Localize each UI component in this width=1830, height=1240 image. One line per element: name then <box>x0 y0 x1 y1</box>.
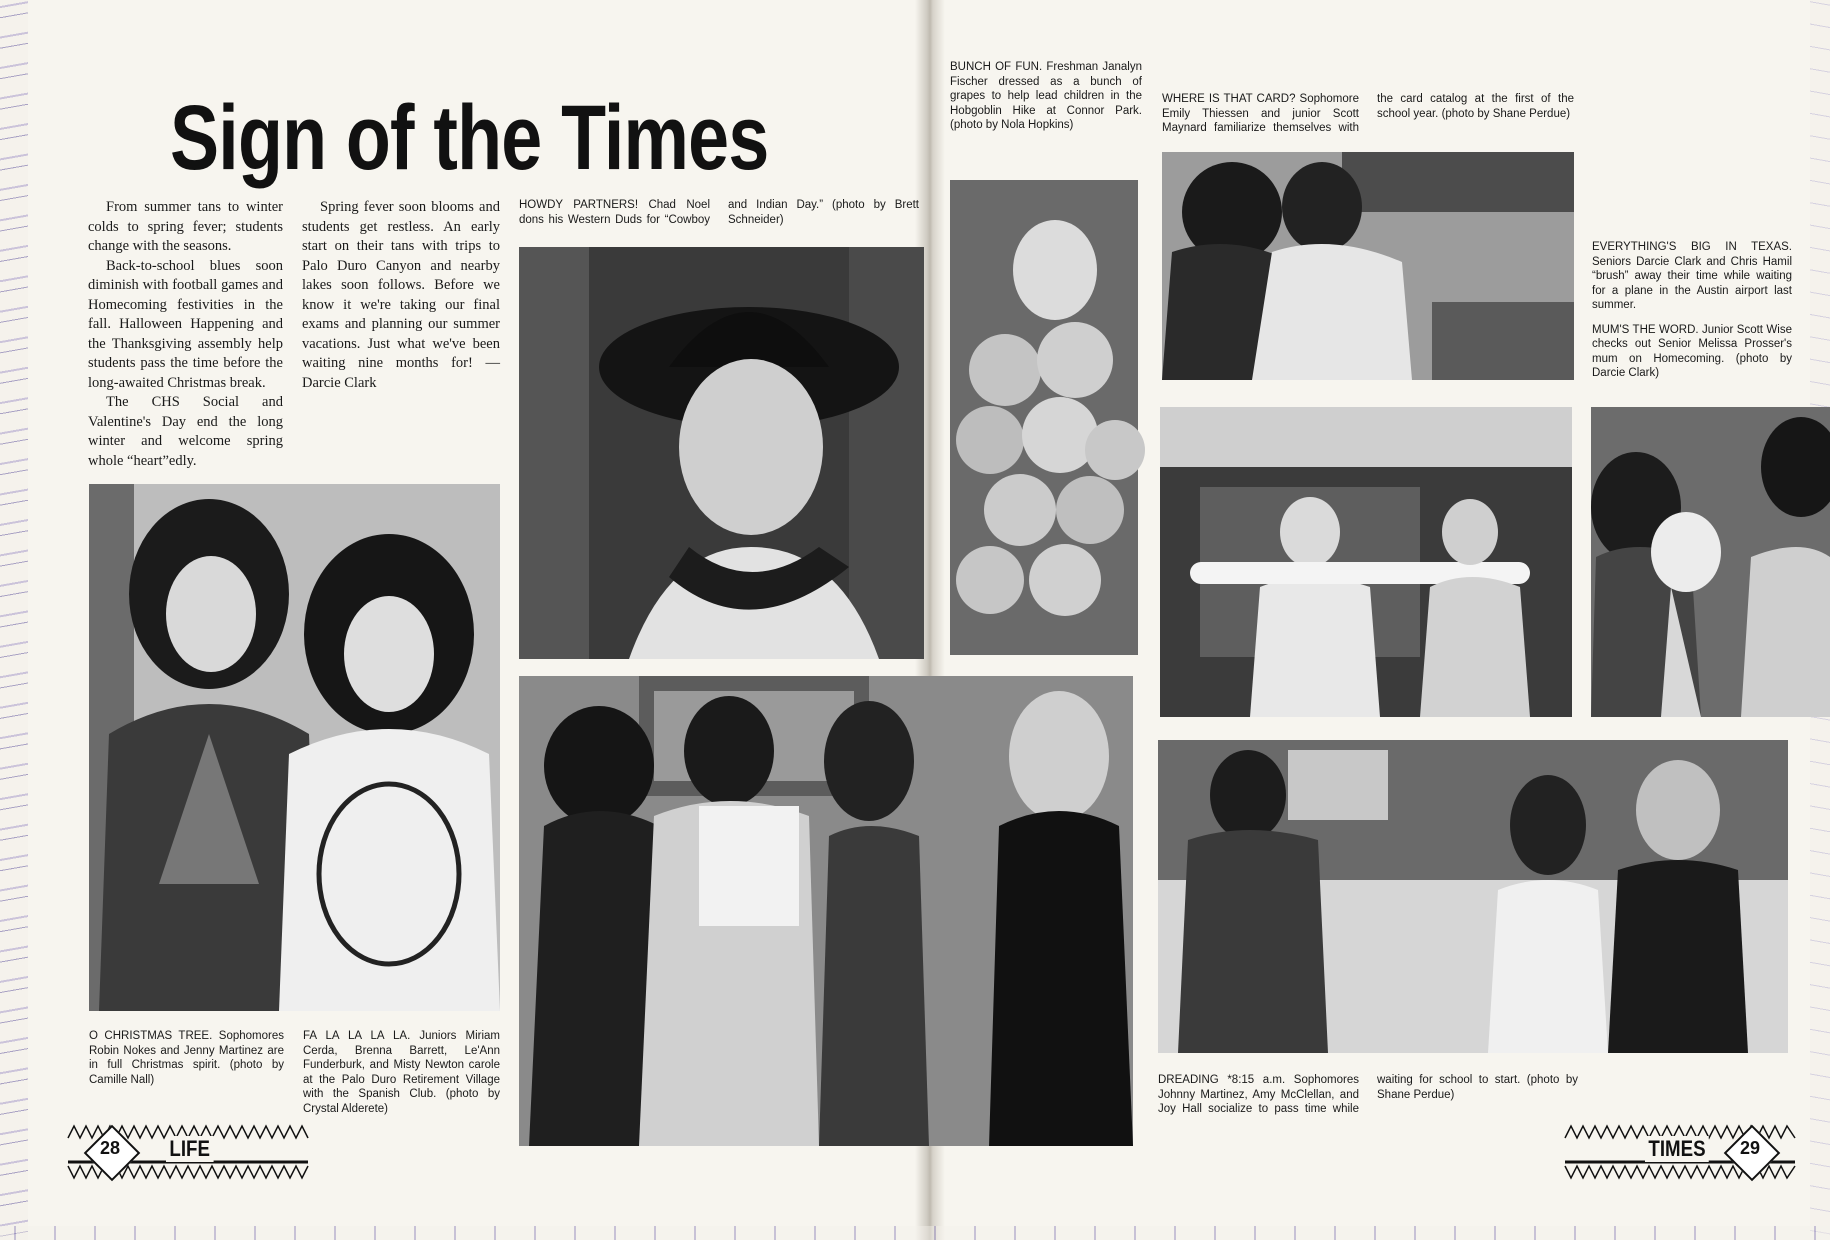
page-number-right: 29 <box>1739 1138 1761 1158</box>
story-paragraph-2: Back-to-school blues soon diminish with football games and Homecoming festivities in the fall. Halloween Happening and the Thanksgiving assembly help students pass the time before the long-awaited Christmas break. <box>88 257 283 391</box>
story-paragraph-3: The CHS Social and Valentine's Day end the long winter and welcome spring whole “heart”edly. <box>88 394 283 469</box>
folio-left <box>68 1124 308 1178</box>
caption-bunch-of-fun: BUNCH OF FUN. Freshman Janalyn Fischer dressed as a bunch of grapes to help lead children in the Hobgoblin Hike at Connor Park. (photo by Nola Hopkins) <box>950 61 1142 131</box>
photo-card-catalog <box>1162 152 1574 380</box>
page-number-left: 28 <box>99 1138 121 1158</box>
page-bottom-edge <box>0 1226 1830 1240</box>
caption-christmas-tree: O CHRISTMAS TREE. Sophomores Robin Nokes and Jenny Martinez are in full Christmas spirit. (photo by Camille Nall) <box>89 1030 284 1086</box>
story-paragraph-1: From summer tans to winter colds to spring fever; students change with the seasons. <box>88 199 283 254</box>
photo-cowboy <box>519 247 924 659</box>
caption-fa-la-la: FA LA LA LA LA. Juniors Miriam Cerda, Brenna Barrett, Le'Ann Funderburk, and Misty Newton carole at the Palo Duro Retirement Village with the Spanish Club. (photo by Crystal Alderete) <box>303 1030 500 1115</box>
page-headline: Sign of the Times <box>170 87 769 189</box>
caption-dreading: DREADING *8:15 a.m. Sophomores Johnny Martinez, Amy McClellan, and Joy Hall socialize to pass time while waiting for school to start. (photo by Shane Perdue) <box>1158 1074 1578 1115</box>
story-paragraph-4: Spring fever soon blooms and students get restless. An early start on their tans with trips to Palo Duro Canyon and nearby lakes soon follows. Before we know it we're taking our final exams and planning our summer vacations. Just what we've been waiting nine months for! — Darcie Clark <box>302 199 500 391</box>
story-column-1 <box>88 198 283 469</box>
photo-waiting-school <box>1158 740 1788 1053</box>
page-edge <box>0 0 28 1240</box>
photo-carolers <box>519 676 1133 1146</box>
caption-where-card: WHERE IS THAT CARD? Sophomore Emily Thiessen and junior Scott Maynard familiarize themselves with the card catalog at the first of the school year. (photo by Shane Perdue) <box>1162 93 1574 134</box>
caption-mums-word: MUM'S THE WORD. Junior Scott Wise checks out Senior Melissa Prosser's mum on Homecoming. (photo by Darcie Clark) <box>1592 323 1792 379</box>
photo-christmas-tree <box>89 484 500 1011</box>
caption-everything-big: EVERYTHING'S BIG IN TEXAS. Seniors Darcie Clark and Chris Hamil “brush” away their time while waiting for a plane in the Austin airport last summer. MUM'S THE WORD. Junior Scott Wise checks out Senior Melissa Prosser's mum on Homecoming. (photo by Darcie Clark) <box>1592 241 1792 379</box>
photo-grapes-costume <box>950 180 1138 655</box>
photo-airport <box>1160 407 1572 717</box>
section-label-left: LIFE <box>166 1136 213 1162</box>
story-column-2 <box>302 198 500 438</box>
folio-right <box>1565 1124 1795 1178</box>
caption-howdy-partners: HOWDY PARTNERS! Chad Noel dons his Western Duds for “Cowboy and Indian Day.” (photo by Brett Schneider) <box>519 199 919 226</box>
section-label-right: TIMES <box>1645 1136 1709 1162</box>
photo-homecoming-mum <box>1591 407 1830 717</box>
